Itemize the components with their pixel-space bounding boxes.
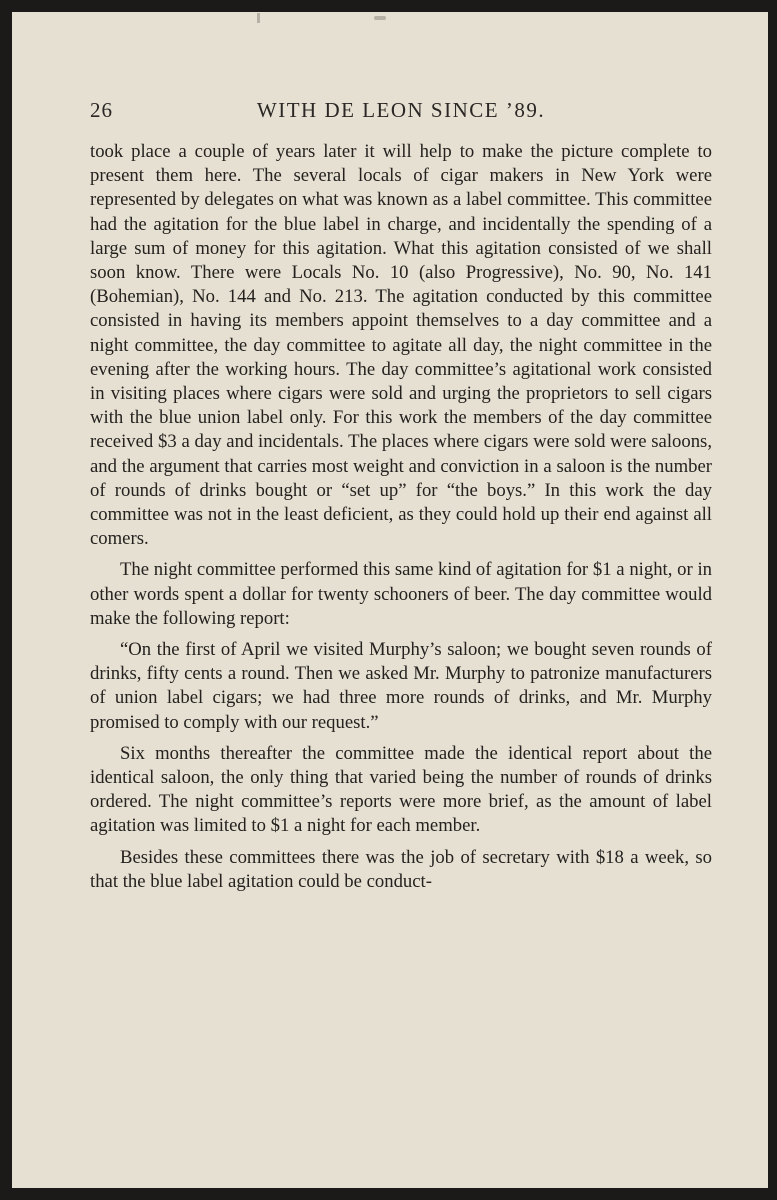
print-speck (374, 16, 386, 20)
running-title: WITH DE LEON SINCE ’89. (256, 98, 546, 122)
paragraph-1: took place a couple of years later it will help to make the picture complete to present them here. The several locals of cigar makers in New York were represented by delegates on what was known as a label committee. This committee had the agitation for the blue label in charge, and incidentally the spending of a large sum of money for this agitation. What this agitation consisted of we shall soon know. There were Locals No. 10 (also Progressive), No. 90, No. 141 (Bohemian), No. 144 and No. 213. The agitation conducted by this committee consisted in having its members appoint themselves to a day committee and a night committee, the day committee to agitate all day, the night committee in the evening after the working hours. The day committee’s agitational work consisted in visiting places where cigars were sold and urging the proprietors to sell cigars with the blue union label only. For this work the members of the day committee received $3 a day and incidentals. The places where cigars were sold were saloons, and the argument that carries most weight and conviction in a saloon is the number of rounds of drinks bought or “set up” for “the boys.” In this work the day committee was not in the least deficient, as they could hold up their end against all comers. (90, 141, 712, 550)
body-text (90, 140, 712, 894)
paragraph-3: “On the first of April we visited Murphy’s saloon; we bought seven rounds of drinks, fifty cents a round. Then we asked Mr. Murphy to patronize manufacturers of union label cigars; we had three more rounds of drinks, and Mr. Murphy promised to comply with our request.” (90, 639, 712, 733)
paragraph-5: Besides these committees there was the job of secretary with $18 a week, so that the blue label agitation could be conduct- (90, 846, 712, 892)
paragraph-4: Six months thereafter the committee made the identical report about the identical saloon, the only thing that varied being the number of rounds of drinks ordered. The night committee’s reports were more brief, as the amount of label agitation was limited to $1 a night for each member. (90, 742, 712, 837)
page-header (90, 98, 712, 132)
paragraph-2: The night committee performed this same kind of agitation for $1 a night, or in other words spent a dollar for twenty schooners of beer. The day committee would make the following report: (90, 559, 712, 629)
print-speck (257, 13, 260, 23)
page-number: 26 (90, 98, 113, 122)
book-page (12, 12, 768, 1188)
